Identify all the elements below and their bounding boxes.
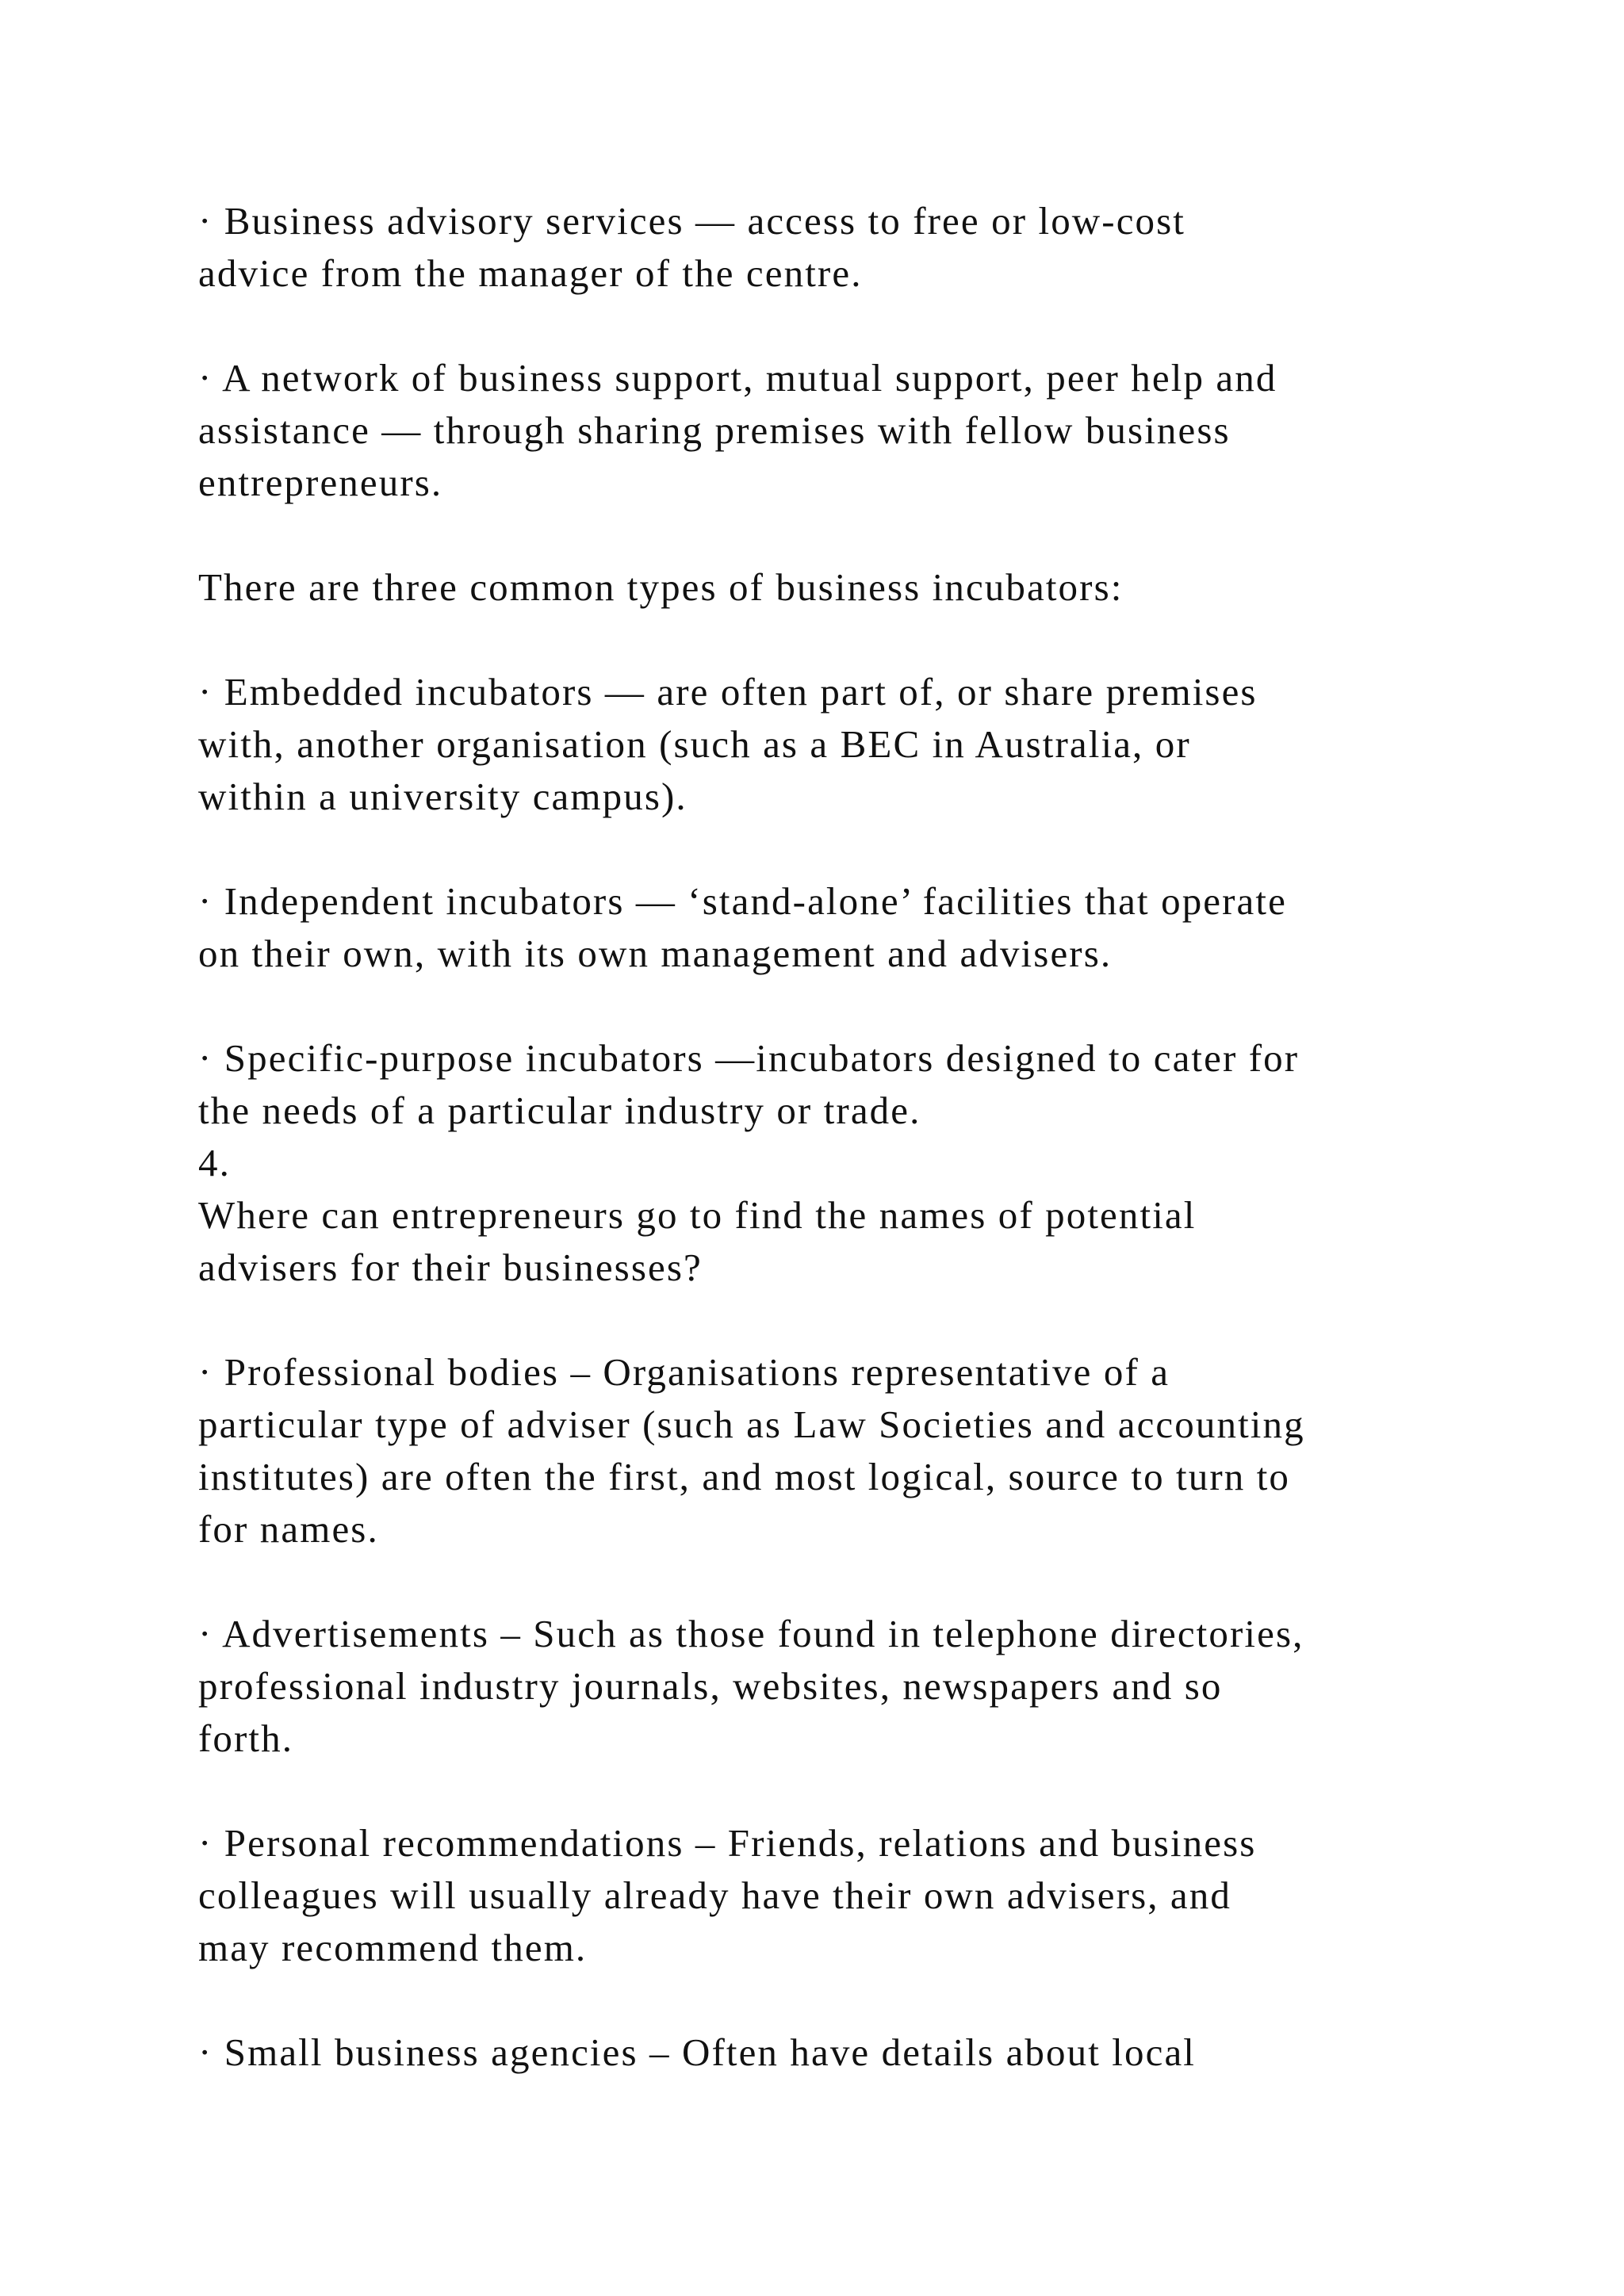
text-line: There are three common types of business incubators:: [198, 565, 1124, 609]
text-line: · Business advisory services — access to free or low-cost: [198, 199, 1186, 243]
text-line: with, another organisation (such as a BEC in Australia, or: [198, 722, 1191, 766]
text-line: · A network of business support, mutual support, peer help and: [198, 356, 1277, 400]
text-line: assistance — through sharing premises with fellow business: [198, 408, 1231, 452]
text-line: particular type of adviser (such as Law Societies and accounting: [198, 1402, 1305, 1446]
paragraph-small-business-agencies: [198, 2026, 1507, 2079]
paragraph-professional-bodies: [198, 1346, 1507, 1556]
text-line: professional industry journals, websites, newspapers and so: [198, 1664, 1223, 1708]
paragraph-three-types: [198, 561, 1507, 614]
text-line: within a university campus).: [198, 775, 688, 818]
question-text: advisers for their businesses?: [198, 1246, 703, 1289]
text-line: · Personal recommendations – Friends, relations and business: [198, 1821, 1257, 1865]
text-line: · Professional bodies – Organisations representative of a: [198, 1350, 1170, 1394]
question-text: Where can entrepreneurs go to find the names of potential: [198, 1193, 1197, 1237]
text-line: · Embedded incubators — are often part of, or share premises: [198, 670, 1258, 714]
text-line: entrepreneurs.: [198, 461, 443, 504]
paragraph-advertisements: [198, 1608, 1507, 1765]
paragraph-personal-recommendations: [198, 1817, 1507, 1974]
paragraph-specific-purpose: [198, 1032, 1507, 1294]
text-line: institutes) are often the first, and most logical, source to turn to: [198, 1455, 1291, 1498]
paragraph-independent: [198, 875, 1507, 980]
question-number: 4.: [198, 1141, 231, 1184]
document-body: [198, 195, 1507, 2079]
paragraph-network-support: [198, 352, 1507, 509]
paragraph-business-advisory: [198, 195, 1507, 300]
text-line: · Specific-purpose incubators —incubators designed to cater for: [198, 1036, 1300, 1080]
text-line: · Advertisements – Such as those found in telephone directories,: [198, 1612, 1304, 1655]
text-line: may recommend them.: [198, 1926, 588, 1969]
text-line: advice from the manager of the centre.: [198, 251, 863, 295]
text-line: colleagues will usually already have their own advisers, and: [198, 1873, 1231, 1917]
text-line: · Small business agencies – Often have details about local: [198, 2030, 1197, 2074]
text-line: for names.: [198, 1507, 379, 1551]
text-line: on their own, with its own management and advisers.: [198, 932, 1113, 975]
text-line: the needs of a particular industry or trade.: [198, 1089, 921, 1132]
paragraph-embedded: [198, 666, 1507, 823]
text-line: · Independent incubators — ‘stand-alone’ facilities that operate: [198, 879, 1287, 923]
text-line: forth.: [198, 1716, 294, 1760]
